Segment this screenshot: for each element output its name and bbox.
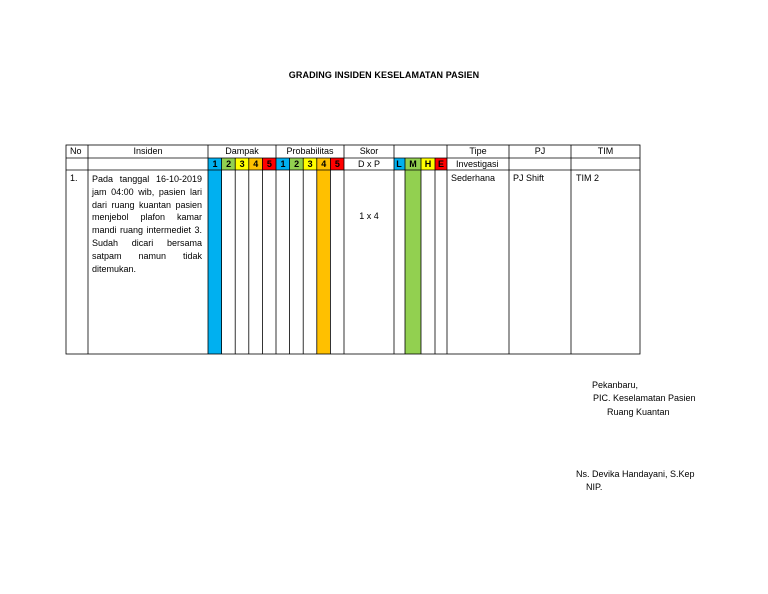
row-tim: TIM 2 (576, 173, 600, 183)
header-no: No (70, 146, 82, 156)
grade-level-e: E (437, 159, 444, 169)
prob-level-3: 3 (307, 159, 313, 169)
row-skor: 1 x 4 (359, 211, 379, 221)
prob-level-5: 5 (334, 159, 340, 169)
dampak-level-1: 1 (212, 159, 218, 169)
header-insiden: Insiden (133, 146, 163, 156)
dampak-level-3: 3 (239, 159, 245, 169)
header-tim: TIM (597, 146, 614, 156)
prob-selected-column (317, 170, 331, 354)
prob-level-4: 4 (321, 159, 327, 169)
signature-role: PIC. Keselamatan Pasien (593, 393, 696, 403)
header-skor: Skor (359, 146, 379, 156)
dampak-selected-column (208, 170, 222, 354)
signature-place: Pekanbaru, (592, 380, 639, 390)
dampak-level-5: 5 (266, 159, 272, 169)
grade-level-l: L (396, 159, 402, 169)
header-tipe-sub: Investigasi (456, 159, 499, 169)
row-no: 1. (70, 173, 78, 183)
row-pj: PJ Shift (513, 173, 545, 183)
header-pj: PJ (534, 146, 546, 156)
prob-level-1: 1 (280, 159, 286, 169)
prob-level-2: 2 (294, 159, 300, 169)
header-skor-sub: D x P (357, 159, 380, 169)
header-tipe: Tipe (469, 146, 487, 156)
row-insiden: Pada tanggal 16-10-2019 jam 04:00 wib, pasien lari dari ruang kuantan pasien menjebol plafon kamar mandi ruang intermediet 3. Sudah dicari bersama satpam namun tidak ditemukan. (92, 174, 202, 274)
signature-nip: NIP. (586, 482, 603, 492)
grade-selected-column (405, 170, 421, 354)
row-tipe: Sederhana (451, 173, 496, 183)
grade-level-h: H (424, 159, 432, 169)
document-title: GRADING INSIDEN KESELAMATAN PASIEN (288, 70, 480, 80)
dampak-level-4: 4 (253, 159, 259, 169)
header-dampak: Dampak (225, 146, 259, 156)
signature-name: Ns. Devika Handayani, S.Kep (576, 469, 695, 479)
header-probabilitas: Probabilitas (286, 146, 334, 156)
signature-unit: Ruang Kuantan (607, 407, 670, 417)
grade-level-m: M (409, 159, 417, 169)
dampak-level-2: 2 (226, 159, 232, 169)
